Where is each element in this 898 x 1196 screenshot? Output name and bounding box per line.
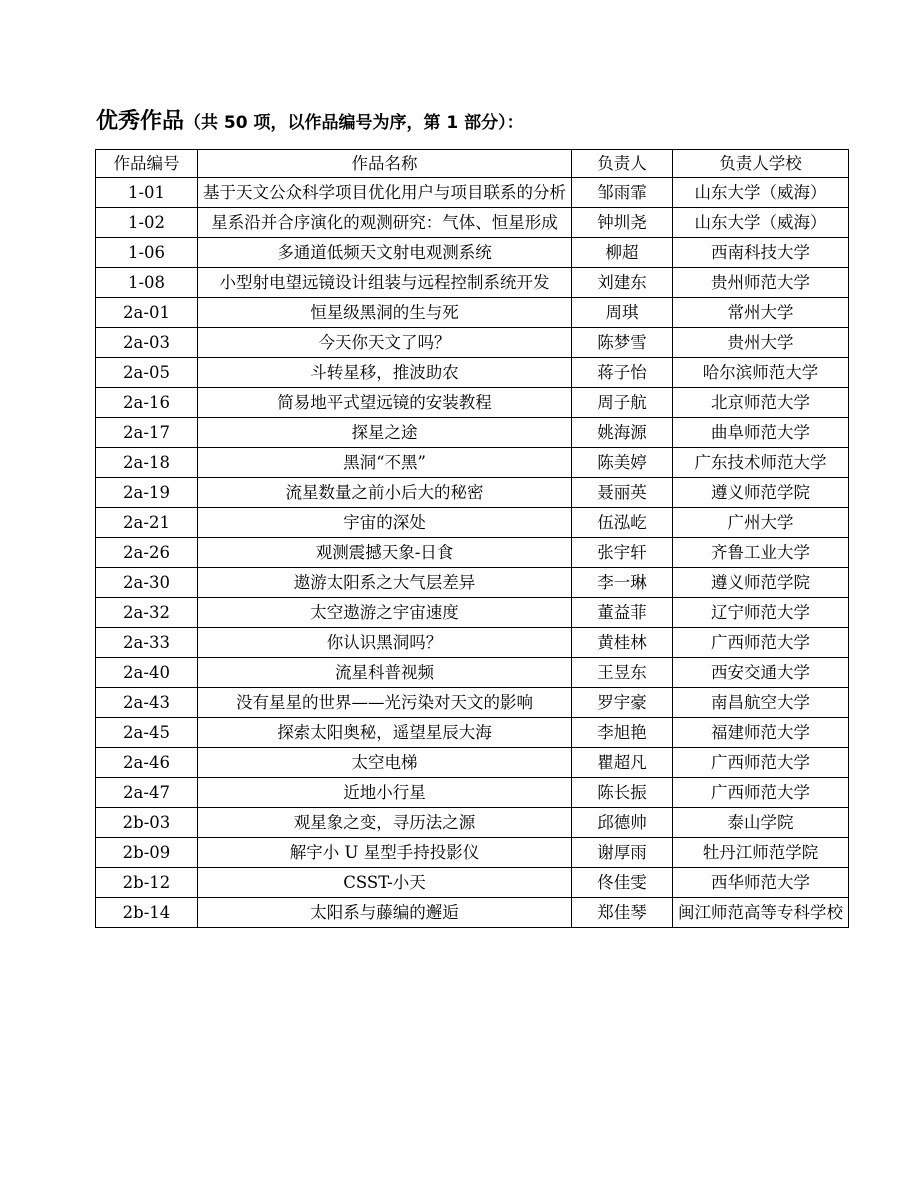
table-row bbox=[96, 388, 849, 418]
table-row bbox=[96, 658, 849, 688]
cell-work-name: 恒星级黑洞的生与死 bbox=[198, 298, 572, 328]
cell-work-id: 2a-17 bbox=[96, 418, 198, 448]
cell-work-id: 2a-45 bbox=[96, 718, 198, 748]
cell-work-name: 流星数量之前小后大的秘密 bbox=[198, 478, 572, 508]
page-title bbox=[96, 106, 524, 138]
cell-school: 广西师范大学 bbox=[673, 778, 849, 808]
cell-school: 福建师范大学 bbox=[673, 718, 849, 748]
table-header bbox=[96, 150, 849, 178]
cell-work-id: 2a-32 bbox=[96, 598, 198, 628]
cell-school: 牡丹江师范学院 bbox=[673, 838, 849, 868]
cell-work-id: 2a-03 bbox=[96, 328, 198, 358]
header-person: 负责人 bbox=[572, 150, 673, 178]
table-row bbox=[96, 748, 849, 778]
cell-work-id: 1-01 bbox=[96, 178, 198, 208]
cell-work-name: 探索太阳奥秘，遥望星辰大海 bbox=[198, 718, 572, 748]
cell-person: 周琪 bbox=[572, 298, 673, 328]
cell-work-id: 2a-26 bbox=[96, 538, 198, 568]
cell-school: 遵义师范学院 bbox=[673, 568, 849, 598]
cell-work-name: 多通道低频天文射电观测系统 bbox=[198, 238, 572, 268]
cell-school: 北京师范大学 bbox=[673, 388, 849, 418]
cell-work-id: 2b-09 bbox=[96, 838, 198, 868]
cell-school: 贵州师范大学 bbox=[673, 268, 849, 298]
table-row bbox=[96, 898, 849, 928]
cell-person: 邱德帅 bbox=[572, 808, 673, 838]
table-row bbox=[96, 838, 849, 868]
table-row bbox=[96, 268, 849, 298]
cell-school: 广西师范大学 bbox=[673, 748, 849, 778]
cell-person: 郑佳琴 bbox=[572, 898, 673, 928]
cell-person: 李一琳 bbox=[572, 568, 673, 598]
table-row bbox=[96, 478, 849, 508]
table-row bbox=[96, 298, 849, 328]
cell-work-id: 2a-40 bbox=[96, 658, 198, 688]
cell-person: 钟圳尧 bbox=[572, 208, 673, 238]
cell-work-name: 星系沿并合序演化的观测研究：气体、恒星形成 bbox=[198, 208, 572, 238]
cell-work-name: 流星科普视频 bbox=[198, 658, 572, 688]
cell-work-name: CSST-小天 bbox=[198, 868, 572, 898]
cell-school: 常州大学 bbox=[673, 298, 849, 328]
table-row bbox=[96, 238, 849, 268]
cell-person: 王昱东 bbox=[572, 658, 673, 688]
table-row bbox=[96, 358, 849, 388]
cell-work-id: 2a-05 bbox=[96, 358, 198, 388]
cell-work-id: 2b-14 bbox=[96, 898, 198, 928]
cell-school: 广东技术师范大学 bbox=[673, 448, 849, 478]
cell-school: 闽江师范高等专科学校 bbox=[673, 898, 849, 928]
cell-work-name: 太阳系与藤编的邂逅 bbox=[198, 898, 572, 928]
cell-work-name: 小型射电望远镜设计组装与远程控制系统开发 bbox=[198, 268, 572, 298]
page-title-subtitle: （共 50 项，以作品编号为序，第 1 部分）： bbox=[184, 113, 524, 133]
cell-work-id: 1-06 bbox=[96, 238, 198, 268]
cell-school: 遵义师范学院 bbox=[673, 478, 849, 508]
cell-person: 佟佳雯 bbox=[572, 868, 673, 898]
cell-school: 广州大学 bbox=[673, 508, 849, 538]
cell-school: 哈尔滨师范大学 bbox=[673, 358, 849, 388]
cell-school: 西南科技大学 bbox=[673, 238, 849, 268]
table-row bbox=[96, 178, 849, 208]
cell-person: 黄桂林 bbox=[572, 628, 673, 658]
table-row bbox=[96, 778, 849, 808]
cell-work-name: 探星之途 bbox=[198, 418, 572, 448]
cell-school: 贵州大学 bbox=[673, 328, 849, 358]
cell-work-name: 太空遨游之宇宙速度 bbox=[198, 598, 572, 628]
cell-person: 陈美婷 bbox=[572, 448, 673, 478]
cell-work-name: 今天你天文了吗？ bbox=[198, 328, 572, 358]
cell-work-name: 遨游太阳系之大气层差异 bbox=[198, 568, 572, 598]
table-header-row bbox=[96, 150, 849, 178]
cell-person: 罗宇豪 bbox=[572, 688, 673, 718]
cell-person: 周子航 bbox=[572, 388, 673, 418]
table-row bbox=[96, 808, 849, 838]
cell-school: 泰山学院 bbox=[673, 808, 849, 838]
cell-work-id: 2b-12 bbox=[96, 868, 198, 898]
cell-person: 聂丽英 bbox=[572, 478, 673, 508]
table-row bbox=[96, 598, 849, 628]
cell-work-name: 观星象之变，寻历法之源 bbox=[198, 808, 572, 838]
cell-school: 西安交通大学 bbox=[673, 658, 849, 688]
cell-work-name: 简易地平式望远镜的安装教程 bbox=[198, 388, 572, 418]
cell-work-name: 基于天文公众科学项目优化用户与项目联系的分析 bbox=[198, 178, 572, 208]
cell-work-id: 2a-47 bbox=[96, 778, 198, 808]
cell-person: 瞿超凡 bbox=[572, 748, 673, 778]
cell-school: 辽宁师范大学 bbox=[673, 598, 849, 628]
cell-work-id: 2a-01 bbox=[96, 298, 198, 328]
cell-person: 陈梦雪 bbox=[572, 328, 673, 358]
cell-work-name: 你认识黑洞吗？ bbox=[198, 628, 572, 658]
cell-work-name: 观测震撼天象-日食 bbox=[198, 538, 572, 568]
cell-person: 柳超 bbox=[572, 238, 673, 268]
cell-person: 邹雨霏 bbox=[572, 178, 673, 208]
cell-work-name: 太空电梯 bbox=[198, 748, 572, 778]
cell-school: 齐鲁工业大学 bbox=[673, 538, 849, 568]
cell-work-id: 2a-16 bbox=[96, 388, 198, 418]
cell-work-id: 2a-21 bbox=[96, 508, 198, 538]
cell-work-id: 1-02 bbox=[96, 208, 198, 238]
cell-work-name: 斗转星移，推波助农 bbox=[198, 358, 572, 388]
cell-work-name: 宇宙的深处 bbox=[198, 508, 572, 538]
cell-person: 刘建东 bbox=[572, 268, 673, 298]
cell-school: 广西师范大学 bbox=[673, 628, 849, 658]
table-row bbox=[96, 208, 849, 238]
cell-person: 姚海源 bbox=[572, 418, 673, 448]
works-table bbox=[95, 149, 849, 928]
cell-person: 李旭艳 bbox=[572, 718, 673, 748]
cell-work-id: 1-08 bbox=[96, 268, 198, 298]
cell-person: 董益菲 bbox=[572, 598, 673, 628]
cell-work-name: 近地小行星 bbox=[198, 778, 572, 808]
cell-school: 曲阜师范大学 bbox=[673, 418, 849, 448]
table-row bbox=[96, 568, 849, 598]
cell-school: 西华师范大学 bbox=[673, 868, 849, 898]
cell-person: 谢厚雨 bbox=[572, 838, 673, 868]
table-row bbox=[96, 868, 849, 898]
cell-work-id: 2a-46 bbox=[96, 748, 198, 778]
table-body bbox=[96, 178, 849, 928]
header-work-id: 作品编号 bbox=[96, 150, 198, 178]
table-row bbox=[96, 538, 849, 568]
table-row bbox=[96, 508, 849, 538]
table-row bbox=[96, 418, 849, 448]
cell-work-id: 2a-33 bbox=[96, 628, 198, 658]
cell-work-name: 黑洞“不黑” bbox=[198, 448, 572, 478]
cell-work-name: 没有星星的世界——光污染对天文的影响 bbox=[198, 688, 572, 718]
cell-school: 山东大学（威海） bbox=[673, 178, 849, 208]
cell-school: 南昌航空大学 bbox=[673, 688, 849, 718]
cell-person: 伍泓屹 bbox=[572, 508, 673, 538]
table-row bbox=[96, 448, 849, 478]
cell-work-id: 2a-43 bbox=[96, 688, 198, 718]
header-school: 负责人学校 bbox=[673, 150, 849, 178]
table-row bbox=[96, 328, 849, 358]
cell-work-id: 2a-30 bbox=[96, 568, 198, 598]
table-row bbox=[96, 688, 849, 718]
header-work-name: 作品名称 bbox=[198, 150, 572, 178]
cell-school: 山东大学（威海） bbox=[673, 208, 849, 238]
cell-person: 蒋子怡 bbox=[572, 358, 673, 388]
table-row bbox=[96, 718, 849, 748]
cell-work-id: 2b-03 bbox=[96, 808, 198, 838]
cell-work-name: 解宇小 U 星型手持投影仪 bbox=[198, 838, 572, 868]
cell-person: 张宇轩 bbox=[572, 538, 673, 568]
page-title-main: 优秀作品 bbox=[96, 109, 185, 134]
cell-work-id: 2a-18 bbox=[96, 448, 198, 478]
table-row bbox=[96, 628, 849, 658]
cell-person: 陈长振 bbox=[572, 778, 673, 808]
cell-work-id: 2a-19 bbox=[96, 478, 198, 508]
